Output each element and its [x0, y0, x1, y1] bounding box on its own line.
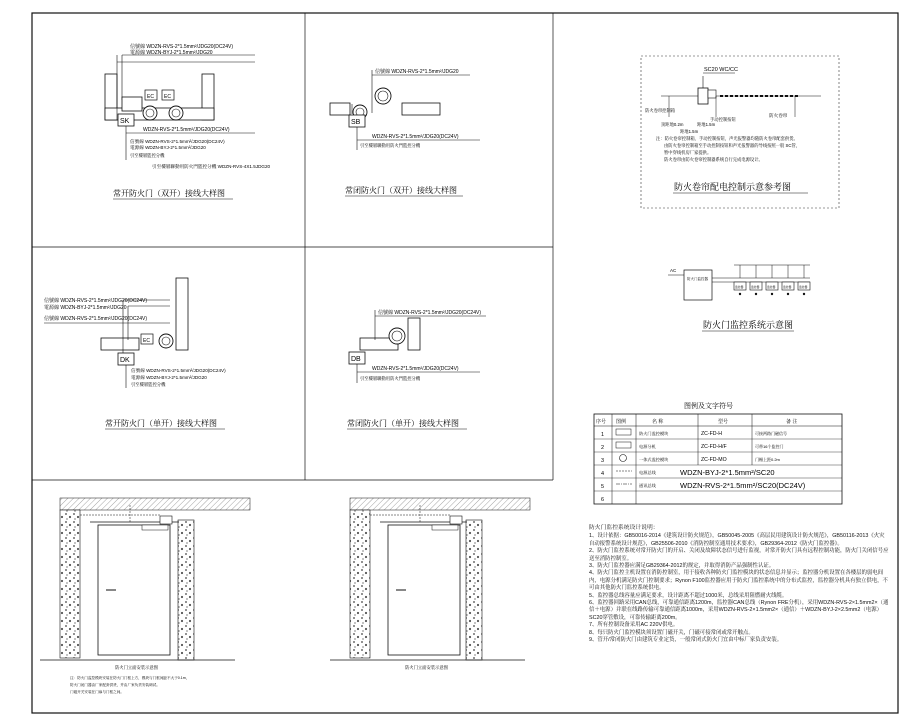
svg-text:监控器: 监控器 — [751, 285, 760, 289]
svg-text:1: 1 — [601, 432, 605, 438]
monitor-node — [750, 265, 762, 295]
monitor-title: 防火门监控系统示意图 — [703, 320, 794, 330]
note-item: 4、防火门监控主机设置在消防控制室，用于接收各种防火门监控模块的状态信息并显示；监控器分机设置在各楼层的弱电间内，电源分机满足防火门控制要求；Rynon F100监控器应用于防火门监控系统中的分布式监控，监控器分机具有独立供电，不可由其他防火门监控系统供电。 — [589, 570, 888, 592]
monitor-node — [782, 265, 794, 295]
legend-header: 型号 — [718, 419, 729, 425]
d2-module-icon — [375, 88, 391, 104]
svg-text:电源分机: 电源分机 — [639, 444, 656, 449]
svg-text:监控器: 监控器 — [735, 285, 744, 289]
detail-single-open — [44, 278, 226, 429]
svg-text:防火门监控模块: 防火门监控模块 — [639, 431, 669, 436]
legend-title: 图例及文字符号 — [684, 403, 733, 410]
svg-text:ZC-FD-H: ZC-FD-H — [701, 431, 723, 437]
monitor-host — [684, 270, 712, 300]
d1-return-signal: WDZN-RVS-2*1.5mm²/JDG20(DC24V) — [143, 127, 230, 133]
elevation-caption-right: 防火门立面安装示意图 — [405, 665, 448, 670]
d3-tag: DK — [120, 357, 130, 364]
fire-shutter-diagram — [641, 56, 839, 208]
d3-feed-signal: 信號線 WDZN-RVS-2*1.5mm²/JDG20(DC24V) — [131, 368, 226, 373]
monitor-host-label: 防火门监控器 — [687, 277, 708, 281]
d2-title: 常闭防火门（双开）接线大样图 — [345, 186, 457, 195]
d4-module-icon — [389, 328, 405, 344]
svg-text:监控器: 监控器 — [799, 285, 808, 289]
d2-return-signal: WDZN-RVS-2*1.5mm²/JDG20(DC24V) — [372, 134, 459, 140]
note-item: 5、监控器总线容量应满足要求，设计距离不超过1000米，总线采用阻燃耐火线缆。 — [589, 592, 788, 599]
svg-text:WDZN-BYJ-2*1.5mm²/SC20: WDZN-BYJ-2*1.5mm²/SC20 — [680, 468, 775, 477]
detail-single-closed — [347, 309, 486, 429]
svg-text:3: 3 — [601, 458, 605, 464]
d1-ec-box-b: EC — [164, 94, 171, 100]
shutter-box-label: 防火卷帘控制箱 — [645, 108, 676, 113]
shutter-button-label: 手动控制按钮 — [710, 117, 736, 122]
svg-text:ZC-FD-MO: ZC-FD-MO — [701, 457, 727, 463]
shutter-note-4: 防火卷帘由防火卷帘控制器系统自行完成电源设计。 — [664, 157, 763, 162]
d3-signal-label-2: 信號線 WDZN-RVS-2*1.5mm²/JDG20(DC24V) — [44, 316, 147, 322]
shutter-note-3: 暂中穿线机房厂家提供。 — [664, 150, 712, 155]
d3-closer-icon — [159, 334, 173, 348]
svg-text:2: 2 — [601, 445, 605, 451]
shutter-h2: 距地1.5m — [680, 129, 699, 134]
shutter-button-icon — [708, 90, 716, 98]
note-item: 2、防火门监控系统对常开防火门的开启、关闭及故障状态信号进行监视，对常开防火门具有远程控制功能，防火门关闭信号应送至消防控制室。 — [589, 548, 889, 562]
elevation-note: 门磁开关安装在门扇与门框之间。 — [70, 690, 124, 694]
note-item: 9、管开/常闭防火门由建筑专业定货，一般常闭式防火门宜由中标厂家负责安装。 — [589, 637, 783, 644]
legend-symbol-icon — [620, 455, 627, 462]
shutter-note-1: 注：防火卷帘控制箱、手动控制按钮，声光报警器均随防火卷帘配套供货。 — [656, 136, 798, 141]
svg-text:4: 4 — [601, 471, 605, 477]
shutter-note-2: 由防火卷帘控制箱至手动控制按钮和声光报警器的导线按照一般 SC管， — [664, 143, 801, 148]
elevation-closer-icon — [432, 525, 458, 530]
shutter-control-box — [698, 88, 708, 104]
d1-ec-box-a: EC — [147, 94, 154, 100]
notes-title: 防火门监控系统设计说明： — [589, 525, 659, 531]
d4-return-note: 引至樓層聯動用防火門監控分機 — [360, 376, 421, 381]
svg-text:监控器: 监控器 — [767, 285, 776, 289]
svg-text:一体式监控模块: 一体式监控模块 — [639, 457, 669, 462]
d4-tag: DB — [351, 356, 361, 363]
legend-header: 图例 — [616, 419, 627, 425]
svg-text:5: 5 — [601, 484, 605, 490]
svg-text:WDZN-RVS-2*1.5mm²/SC20(DC24V): WDZN-RVS-2*1.5mm²/SC20(DC24V) — [680, 481, 806, 490]
d1-signal-label: 信號線 WDZN-RVS-2*1.5mm²/JDG20(DC24V) — [130, 44, 233, 50]
d1-feed-signal: 信號線 WDZN-RVS-2*1.5mm²/JDG20(DC24V) — [130, 139, 225, 144]
d4-title: 常闭防火门（单开）接线大样图 — [347, 419, 459, 428]
d3-title: 常开防火门（单开）接线大样图 — [105, 419, 217, 428]
d4-signal-label: 信號線 WDZN-RVS-2*1.5mm²/JDG20(DC24V) — [378, 310, 481, 316]
shutter-title: 防火卷帘配电控制示意参考图 — [674, 182, 792, 192]
shutter-h3: 顶距地0.2m — [661, 122, 684, 127]
legend-header: 名 称 — [652, 419, 664, 425]
d1-closer-icon — [143, 106, 157, 120]
d2-return-note: 引至樓層聯動用防火門監控分機 — [360, 143, 421, 148]
d1-closer-icon-2 — [169, 106, 183, 120]
detail-double-open — [105, 43, 271, 199]
d1-feed-power: 電源線 WDZN-BYJ-2*1.5mm²/JDG20 — [130, 145, 206, 150]
d3-monitor-note: 引至樓層監控分機 — [131, 382, 166, 387]
elevation-note: 防火门闭门器由厂家配套供货，并由厂家负责安装调试。 — [70, 683, 160, 687]
legend-symbol-icon — [616, 442, 631, 448]
elevation-caption-left: 防火门立面安装示意图 — [115, 665, 158, 670]
monitor-feed: AC — [670, 268, 677, 273]
legend-header: 备 注 — [786, 419, 798, 425]
note-item: 6、监控器回路采用CAN总线，可靠通信距离1200m，监控器CAN总线（Rynon FRE分机），采用WDZN-RVS-2×1.5mm2×（通信＋电源）并联在线路传输可靠通信距离1000m，采用WDZN-RVS-2×1.5mm2×（通信）＋WDZN-BYJ-2×2.5mm2（电源）SC20穿管敷设，可靠传输距离200m。 — [589, 600, 889, 621]
note-item: 7、所有控制设备采用AC 220V供电。 — [589, 622, 679, 629]
monitor-node — [766, 265, 778, 295]
svg-text:门楣上距0.2m: 门楣上距0.2m — [755, 457, 780, 462]
d1-title: 常开防火门（双开）接线大样图 — [113, 189, 225, 198]
svg-text:监控器: 监控器 — [783, 285, 792, 289]
svg-text:6: 6 — [601, 497, 605, 503]
svg-text:ZC-FD-H/F: ZC-FD-H/F — [701, 444, 727, 450]
legend-header: 序号 — [596, 419, 607, 425]
d1-door-frame — [122, 97, 142, 111]
door-monitor-diagram — [668, 265, 810, 331]
monitor-node — [734, 265, 746, 295]
elevation-right — [330, 498, 530, 671]
shutter-conduit-label: SC20 WC/CC — [704, 67, 738, 73]
note-item: 3、防火门监控器应满足GB29364-2012的规定，并取得消防产品强制性认证。 — [589, 563, 775, 570]
d1-return-cable: 引至樓層聯動用防火門監控分機 WDZN-RVS-4X1.5JDG20 — [152, 164, 271, 169]
d3-power-label: 電源線 WDZN-BYJ-2*1.5mm²/JDG20 — [44, 305, 127, 311]
d4-return-signal: WDZN-RVS-2*1.5mm²/JDG20(DC24V) — [372, 366, 459, 372]
elevation-module-icon — [450, 516, 462, 524]
svg-text:可带16个监控门: 可带16个监控门 — [755, 444, 784, 449]
design-notes — [589, 525, 889, 645]
svg-text:可接两路门磁信号: 可接两路门磁信号 — [755, 431, 787, 436]
note-item: 8、每只防火门监控模块须设置门磁开关，门磁可接常闭或常开触点。 — [589, 629, 754, 636]
d1-monitor-note: 引至樓層監控分機 — [130, 153, 165, 158]
detail-double-closed — [330, 68, 480, 196]
shutter-label: 防火卷帘 — [769, 113, 788, 118]
shutter-h1: 距地1.5m — [697, 122, 716, 127]
elevation-module-icon — [160, 516, 172, 524]
svg-text:电源总线: 电源总线 — [639, 470, 656, 475]
d3-signal-label: 信號線 WDZN-RVS-2*1.5mm²/JDG20(DC24V) — [44, 298, 147, 304]
d3-feed-power: 電源線 WDZN-BYJ-2*1.5mm²/JDG20 — [131, 375, 207, 380]
elevation-closer-icon — [142, 525, 168, 530]
elevation-left — [40, 498, 250, 694]
d1-tag: SK — [120, 118, 130, 125]
d2-signal-label: 信號線 WDZN-RVS-2*1.5mm²/JDG20 — [375, 69, 459, 75]
legend-symbol-icon — [616, 429, 631, 435]
legend-table — [594, 401, 842, 504]
d1-power-label: 電源線 WDZN-BYJ-2*1.5mm²/JDG20 — [130, 50, 213, 56]
d3-ec-box: EC — [143, 338, 150, 344]
elevation-note: 注：防火门监控模块安装在防火门门框上方，模块与门框间距不大于0.1m， — [70, 676, 190, 680]
legend-row — [601, 497, 604, 503]
monitor-node — [798, 265, 810, 295]
d2-tag: SB — [351, 119, 361, 126]
svg-text:通讯总线: 通讯总线 — [639, 483, 656, 488]
note-item: 1、设计依据：GB50016-2014《建筑设计防火规范》，GB50045-2005《高层民用建筑设计防火规范》，GB50116-2013《火灾自动报警系统设计规范》，GB25506-2010《消防控制室通用技术要求》，GB29364-2012《防火门监控器》。 — [589, 533, 885, 547]
